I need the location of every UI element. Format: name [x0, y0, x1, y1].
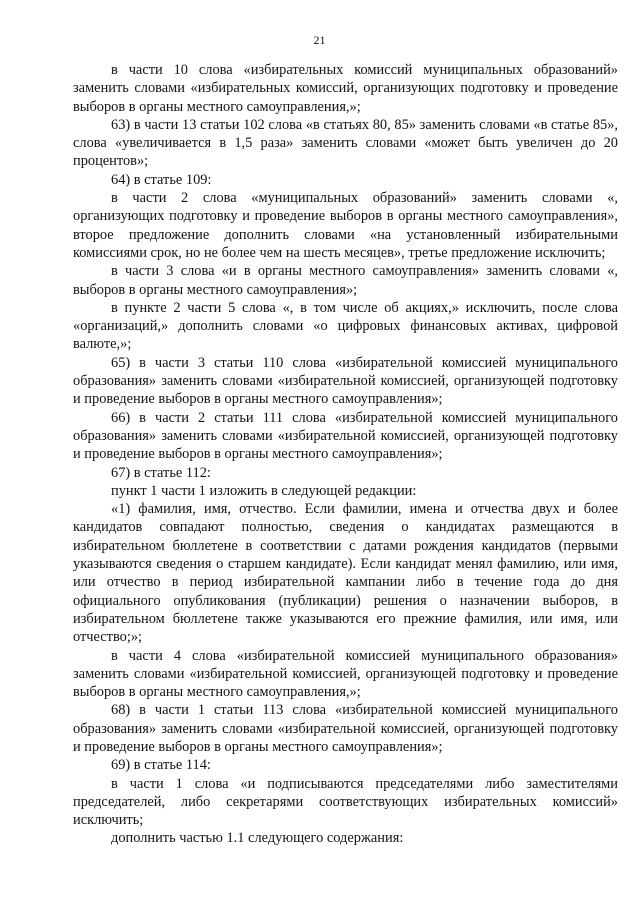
- page-number: 21: [313, 33, 326, 47]
- paragraph-item-65: 65) в части 3 статьи 110 слова «избирательной комиссией муниципального образования» заменить словами «избирательной комиссией, организующей подготовку и проведение выборов в органы местного самоуправления»;: [73, 354, 618, 408]
- paragraph-item-64-part-3: в части 3 слова «и в органы местного самоуправления» заменить словами «, выборов в органы местного самоуправления»;: [73, 263, 618, 298]
- paragraph-item-69-part-1-1: дополнить частью 1.1 следующего содержания:: [111, 830, 404, 847]
- paragraph-item-64-part-2: в части 2 слова «муниципальных образований» заменить словами «, организующих подготовку и проведение выборов в органы местного самоуправления», второе предложение дополнить словами «на установленный избирательными комиссиями срок, но не более чем на шесть месяцев», третье предложение исключить;: [73, 190, 618, 261]
- paragraph-item-67-point-1: пункт 1 части 1 изложить в следующей редакции:: [111, 482, 417, 499]
- document-body: [73, 61, 618, 848]
- paragraph-item-67-part-4: в части 4 слова «избирательной комиссией муниципального образования» заменить словами «избирательной комиссией, организующей подготовку и проведение выборов в органы местного самоуправления,»;: [73, 647, 618, 701]
- paragraph-item-64: 64) в статье 109:: [111, 171, 212, 188]
- paragraph-item-68: 68) в части 1 статьи 113 слова «избирательной комиссией муниципального образования» заменить словами «избирательной комиссией, организующей подготовку и проведение выборов в органы местного самоуправления»;: [73, 702, 618, 755]
- paragraph-item-67-new-text: «1) фамилия, имя, отчество. Если фамилии, имена и отчества двух и более кандидатов совпадают полностью, сведения о кандидатах размещаются в избирательном бюллетене в соответствии с датами рождения кандидатов (первыми указываются сведения о старшем кандидате). Если кандидат менял фамилию, или имя, или отчество в период избирательной кампании либо в течение года до дня официального опубликования (публикации) решения о назначении выборов, в избирательном бюллетене также указываются его прежние фамилия, или имя, или отчество;»;: [73, 501, 618, 646]
- paragraph-item-64-part-5: в пункте 2 части 5 слова «, в том числе об акциях,» исключить, после слова «организаций,» дополнить словами «о цифровых финансовых активах, цифровой валюте,»;: [73, 299, 618, 353]
- paragraph-item-66: 66) в части 2 статьи 111 слова «избирательной комиссией муниципального образования» заменить словами «избирательной комиссией, организующей подготовку и проведение выборов в органы местного самоуправления»;: [73, 409, 618, 463]
- paragraph-item-69-part-1: в части 1 слова «и подписываются председателями либо заместителями председателей, либо секретарями соответствующих избирательных комиссий» исключить;: [73, 775, 618, 829]
- paragraph-item-69: 69) в статье 114:: [111, 757, 211, 774]
- paragraph-item-67: 67) в статье 112:: [111, 464, 211, 481]
- paragraph-item-63: 63) в части 13 статьи 102 слова «в статьях 80, 85» заменить словами «в статье 85», слова «увеличивается в 1,5 раза» заменить словами «может быть увеличен до 20 процентов»;: [73, 116, 618, 170]
- paragraph-part-10-amendment: в части 10 слова «избирательных комиссий муниципальных образований» заменить словами «избирательных комиссий, организующих подготовку и проведение выборов в органы местного самоуправления,»;: [73, 62, 618, 115]
